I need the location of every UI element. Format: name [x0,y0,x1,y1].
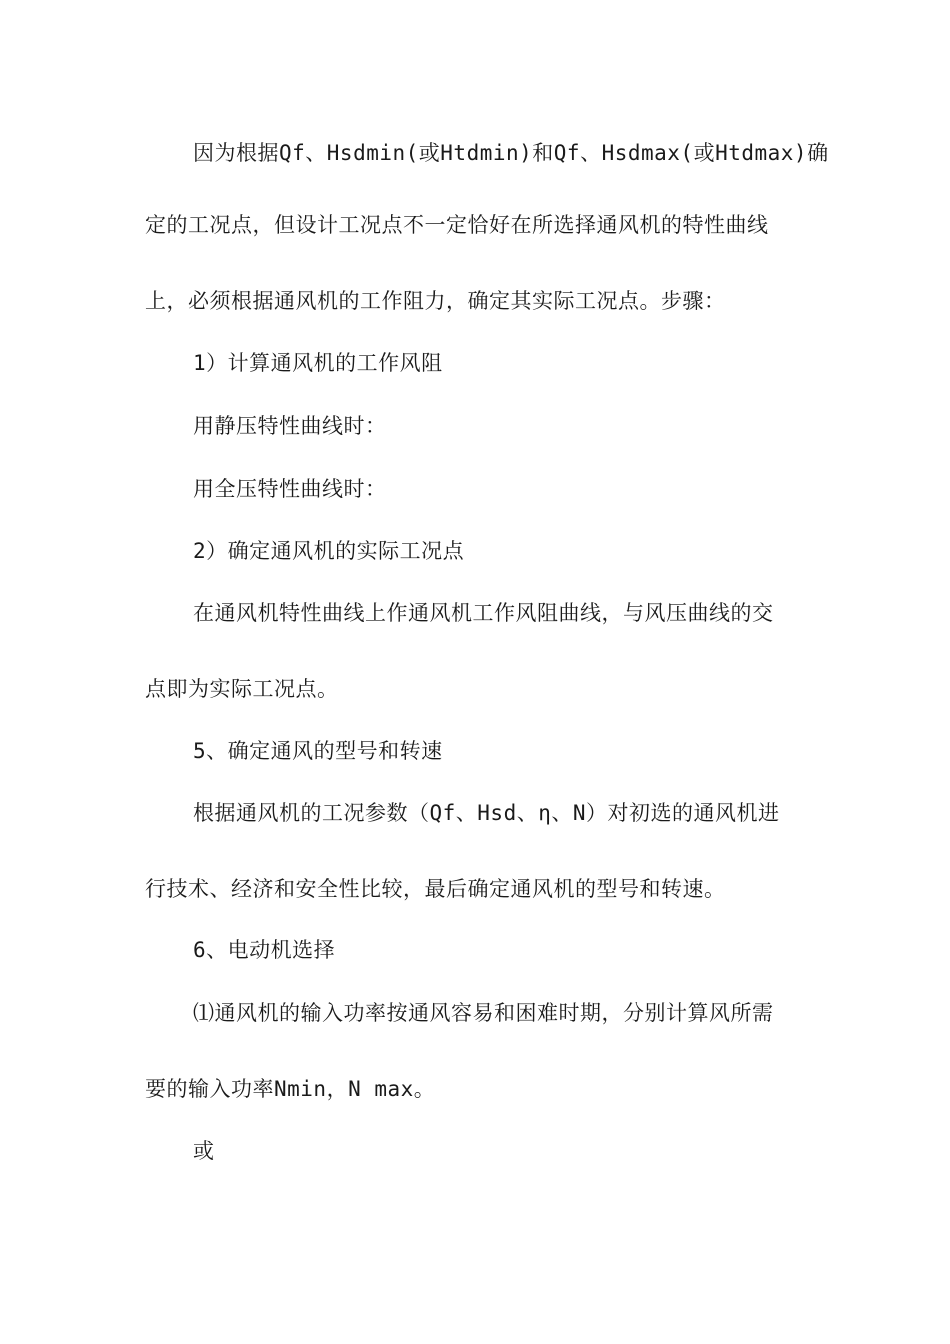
paragraph-line-9: 要的输入功率Nmin，N max。 [145,1077,436,1101]
step-1-heading: 1）计算通风机的工作风阻 [193,351,443,375]
step-2-heading: 2）确定通风机的实际工况点 [193,539,465,563]
section-5-heading: 5、确定通风的型号和转速 [193,739,443,763]
paragraph-line-4: 在通风机特性曲线上作通风机工作风阻曲线，与风压曲线的交 [193,601,774,625]
paragraph-line-1: 因为根据Qf、Hsdmin(或Htdmin)和Qf、Hsdmax(或Htdmax)确 [193,141,829,165]
paragraph-line-8: ⑴通风机的输入功率按通风容易和困难时期，分别计算风所需 [193,1001,774,1025]
paragraph-line-6: 根据通风机的工况参数（Qf、Hsd、η、N）对初选的通风机进 [193,801,780,825]
paragraph-line-5: 点即为实际工况点。 [145,677,339,701]
paragraph-line-2: 定的工况点，但设计工况点不一定恰好在所选择通风机的特性曲线 [145,213,769,237]
paragraph-line-3: 上，必须根据通风机的工作阻力，确定其实际工况点。步骤： [145,289,726,313]
total-pressure-note: 用全压特性曲线时： [193,477,387,501]
static-pressure-note: 用静压特性曲线时： [193,414,387,438]
paragraph-line-7: 行技术、经济和安全性比较，最后确定通风机的型号和转速。 [145,877,726,901]
section-6-heading: 6、电动机选择 [193,938,336,962]
or-line: 或 [193,1139,215,1163]
